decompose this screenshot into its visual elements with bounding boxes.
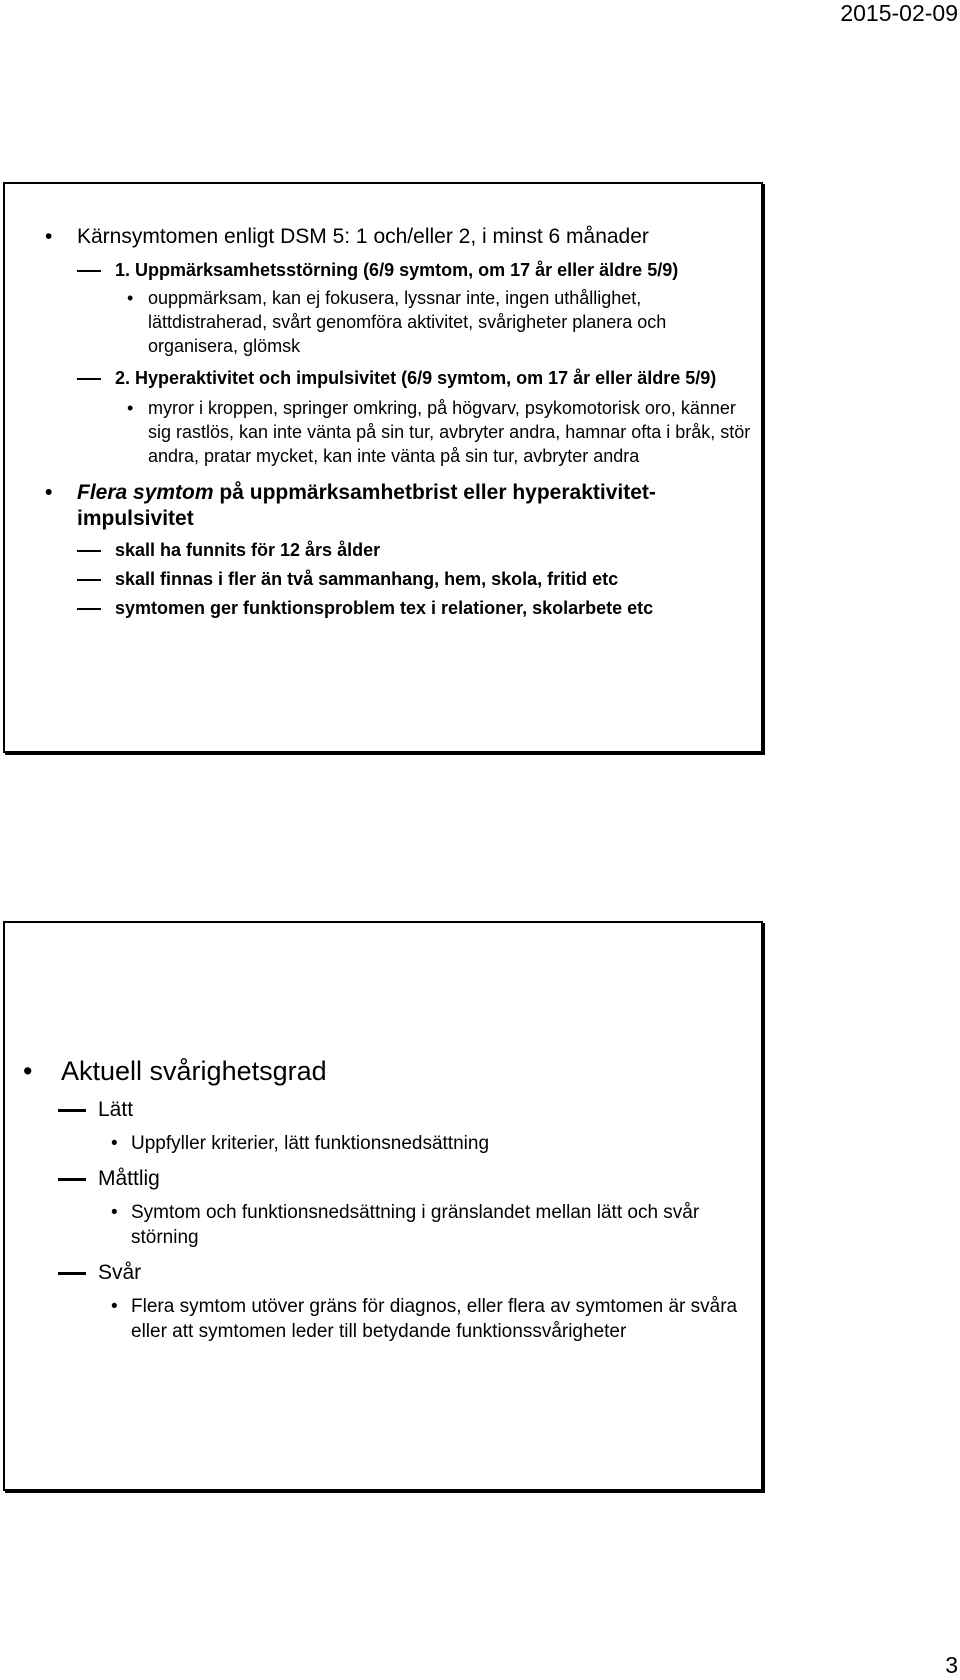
dash-item xyxy=(45,366,755,390)
dash-icon xyxy=(77,596,101,620)
dash-item xyxy=(45,567,755,591)
sub-bullet-item xyxy=(23,1294,753,1344)
sub-bullet-text: Symtom och funktionsnedsättning i gränslandet mellan lätt och svår störning xyxy=(131,1202,700,1248)
sub-bullet-text: Flera symtom utöver gräns för diagnos, eller flera av symtomen är svåra eller att symtomen leder till betydande funktionssvårigheter xyxy=(131,1296,738,1342)
bullet-item xyxy=(45,480,755,532)
slide-severity xyxy=(3,921,763,1491)
dash-text: Måttlig xyxy=(98,1167,160,1190)
dash-text: Lätt xyxy=(98,1098,134,1121)
dash-text: skall finnas i fler än två sammanhang, hem, skola, fritid etc xyxy=(115,569,619,589)
bullet-icon: • xyxy=(127,288,134,308)
bullet-item xyxy=(23,1054,753,1088)
dash-text: 1. Uppmärksamhetsstörning (6/9 symtom, om 17 år eller äldre 5/9) xyxy=(115,260,679,280)
sub-bullet-item xyxy=(23,1131,753,1156)
sub-bullet-item xyxy=(23,1200,753,1250)
sub-bullet-item xyxy=(45,396,755,468)
sub-bullet-text: myror i kroppen, springer omkring, på högvarv, psykomotorisk oro, känner sig rastlös, kan inte vänta på sin tur, avbryter andra, hamnar ofta i bråk, stör andra, pratar mycket, kan inte vänta på sin tur, avbryter andra xyxy=(148,398,751,466)
sub-bullet-text: Uppfyller kriterier, lätt funktionsnedsättning xyxy=(131,1133,490,1154)
bullet-text-italic: Flera symtom xyxy=(77,481,214,504)
bullet-text: Aktuell svårighetsgrad xyxy=(61,1056,327,1086)
bullet-icon: • xyxy=(111,1133,118,1154)
slide-content xyxy=(45,224,755,620)
bullet-icon: • xyxy=(23,1056,33,1086)
bullet-icon: • xyxy=(127,398,134,418)
slide-content xyxy=(23,1054,753,1344)
dash-icon xyxy=(77,258,101,282)
dash-item xyxy=(45,258,755,282)
dash-icon xyxy=(77,366,101,390)
bullet-icon: • xyxy=(111,1202,118,1223)
dash-item xyxy=(45,596,755,620)
bullet-text: Kärnsymtomen enligt DSM 5: 1 och/eller 2, i minst 6 månader xyxy=(77,225,649,248)
dash-item xyxy=(23,1165,753,1192)
dash-icon xyxy=(77,567,101,591)
dash-item xyxy=(23,1259,753,1286)
bullet-icon: • xyxy=(45,481,53,504)
sub-bullet-text: ouppmärksam, kan ej fokusera, lyssnar inte, ingen uthållighet, lättdistraherad, svårt genomföra aktivitet, svårigheter planera och organisera, glömsk xyxy=(148,288,667,356)
dash-icon xyxy=(58,1096,86,1123)
bullet-item xyxy=(45,224,755,250)
dash-item xyxy=(45,538,755,562)
sub-bullet-item xyxy=(45,286,755,358)
dash-icon xyxy=(77,538,101,562)
dash-item xyxy=(23,1096,753,1123)
bullet-text: på uppmärksamhetbrist eller hyperaktivitet-impulsivitet xyxy=(77,481,656,530)
page-number: 3 xyxy=(945,1652,958,1678)
dash-icon xyxy=(58,1165,86,1192)
bullet-icon: • xyxy=(111,1296,118,1317)
dash-text: Svår xyxy=(98,1261,142,1284)
dash-text: symtomen ger funktionsproblem tex i relationer, skolarbete etc xyxy=(115,598,654,618)
dash-text: skall ha funnits för 12 års ålder xyxy=(115,540,381,560)
bullet-icon: • xyxy=(45,225,53,248)
dash-icon xyxy=(58,1259,86,1286)
dash-text: 2. Hyperaktivitet och impulsivitet (6/9 symtom, om 17 år eller äldre 5/9) xyxy=(115,368,717,388)
page-date: 2015-02-09 xyxy=(840,0,958,26)
slide-core-symptoms xyxy=(3,182,763,753)
